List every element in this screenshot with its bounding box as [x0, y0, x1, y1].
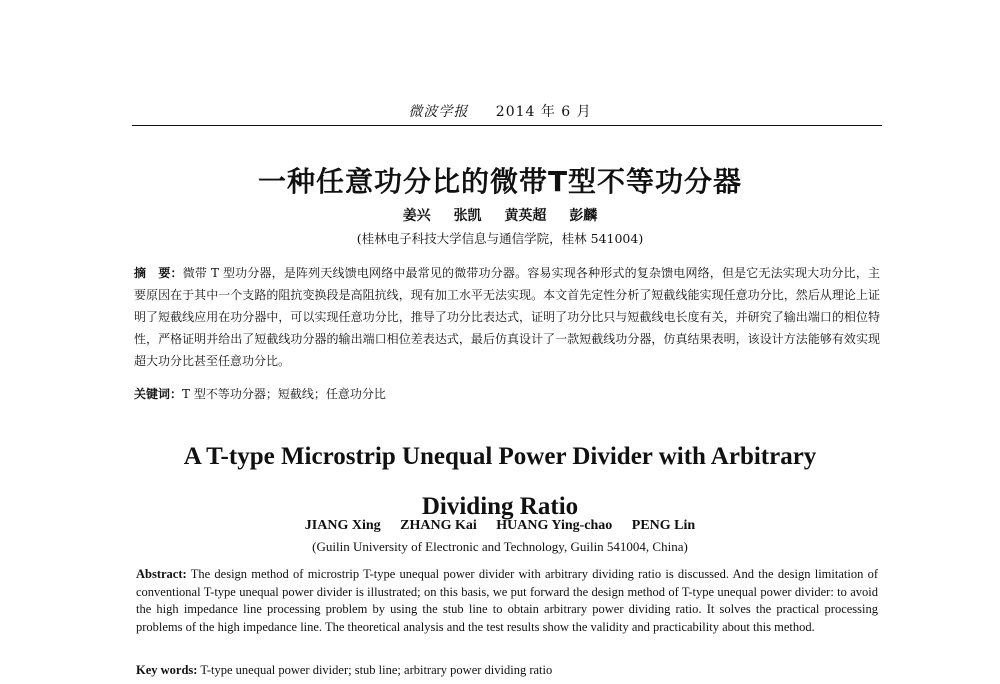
author-name: PENG Lin [631, 518, 696, 533]
chinese-keywords [134, 385, 880, 402]
chinese-keywords-text: T 型不等功分器；短截线；任意功分比 [182, 387, 386, 401]
english-abstract-label: Abstract: [136, 567, 187, 581]
issue-date: 2014 年 6 月 [495, 104, 592, 120]
english-title-line: A T-type Microstrip Unequal Power Divider with Arbitrary [183, 443, 817, 470]
chinese-authors [0, 205, 1000, 225]
author-name: 张凯 [453, 208, 482, 224]
english-title [0, 432, 1000, 532]
english-abstract [136, 566, 878, 636]
chinese-abstract [134, 262, 880, 372]
journal-name: 微波学报 [408, 104, 469, 120]
author-name: ZHANG Kai [400, 518, 477, 533]
author-name: 黄英超 [504, 208, 547, 224]
chinese-abstract-text: 微带 T 型功分器，是阵列天线馈电网络中最常见的微带功分器。容易实现各种形式的复杂馈电网络，但是它无法实现大功分比，主要原因在于其中一个支路的阻抗变换段是高阻抗线，现有加工水平无法实现。本文首先定性分析了短截线能实现任意功分比，然后从理论上证明了短截线应用在功分器中，可以实现任意功分比，推导了功分比表达式，证明了功分比只与短截线电长度有关，并研究了输出端口的相位特性，严格证明并给出了短截线功分器的输出端口相位差表达式，最后仿真设计了一款短截线功分器，仿真结果表明，该设计方法能够有效实现超大功分比甚至任意功分比。 [134, 266, 880, 368]
english-keywords-text: T-type unequal power divider; stub line; arbitrary power dividing ratio [200, 663, 553, 677]
author-name: 彭麟 [569, 208, 598, 224]
english-keywords-label: Key words: [136, 663, 198, 677]
author-name: 姜兴 [402, 208, 431, 224]
running-header [0, 101, 1000, 121]
english-affiliation: (Guilin University of Electronic and Technology, Guilin 541004, China) [312, 539, 688, 554]
header-rule [132, 125, 882, 126]
chinese-title: 一种任意功分比的微带T型不等功分器 [257, 165, 743, 198]
author-name: HUANG Ying-chao [496, 518, 613, 533]
chinese-affiliation: (桂林电子科技大学信息与通信学院，桂林 541004) [356, 231, 644, 246]
english-keywords [136, 663, 878, 678]
english-title-line: Dividing Ratio [421, 493, 579, 520]
chinese-abstract-label: 摘 要： [134, 266, 183, 280]
chinese-keywords-label: 关键词： [134, 387, 183, 401]
english-abstract-text: The design method of microstrip T-type unequal power divider with arbitrary dividing ratio is discussed. And the design limitation of conventional T-type unequal power divider is illustrated; on this basis, we put forward the design method of T-type unequal power divider: to avoid the high impedance line processing problem by using the stub line to obtain arbitrary power dividing ratio. It solves the practical processing problems of the high impedance line. The theoretical analysis and the test results show the validity and practicability about this method. [136, 567, 878, 634]
author-name: JIANG Xing [304, 518, 381, 533]
english-authors [0, 518, 1000, 534]
